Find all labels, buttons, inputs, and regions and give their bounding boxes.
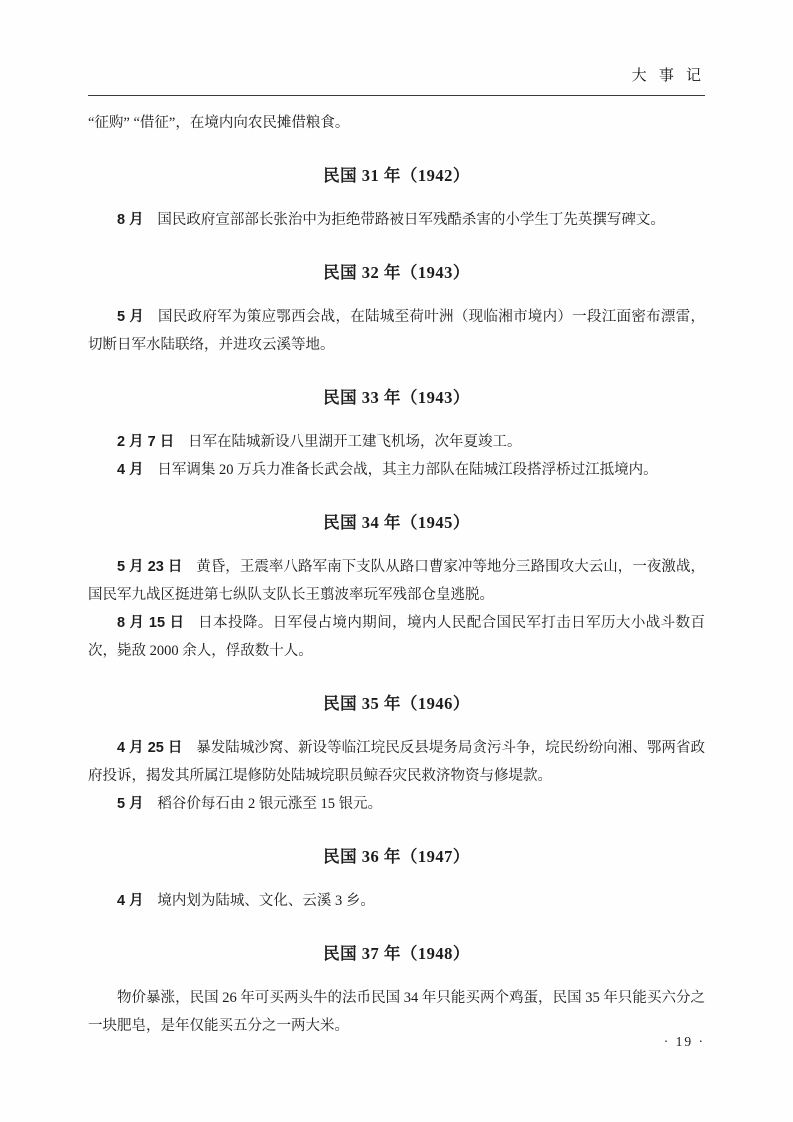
entry-text: 国民政府军为策应鄂西会战，在陆城至荷叶洲（现临湘市境内）一段江面密布漂雷，切断日军水陆联络，并进攻云溪等地。 xyxy=(88,309,706,353)
year-heading-1942: 民国 31 年（1942） xyxy=(323,166,470,185)
page-header xyxy=(88,66,705,96)
entry-paragraph xyxy=(88,609,705,665)
entry-date: 8 月 xyxy=(117,212,144,228)
entry-text: 日本投降。日军侵占境内期间，境内人民配合国民军打击日军历大小战斗数百次，毙敌 2000 余人，俘敌数十人。 xyxy=(88,615,706,659)
page-number: · 19 · xyxy=(663,1034,705,1049)
year-heading-1943b: 民国 33 年（1943） xyxy=(323,388,470,407)
entry-date: 5 月 xyxy=(117,309,145,325)
entry-paragraph xyxy=(88,303,705,359)
entry-text: 日军在陆城新设八里湖开工建飞机场，次年夏竣工。 xyxy=(187,434,522,450)
year-heading-1948: 民国 37 年（1948） xyxy=(323,944,470,963)
entry-date: 4 月 xyxy=(117,462,144,478)
entry-paragraph xyxy=(88,790,705,818)
entry-date: 5 月 xyxy=(117,796,144,812)
page-body xyxy=(88,96,705,1040)
entry-text: 暴发陆城沙窝、新设等临江垸民反县堤务局贪污斗争，垸民纷纷向湘、鄂两省政府投诉，揭发其所属江堤修防处陆城垸职员鲸吞灾民救济物资与修堤款。 xyxy=(88,740,705,784)
entry-paragraph xyxy=(88,428,705,456)
entry-text: 境内划为陆城、文化、云溪 3 乡。 xyxy=(157,893,375,909)
year-heading-1946: 民国 35 年（1946） xyxy=(323,694,470,713)
entry-text: 国民政府宣部部长张治中为拒绝带路被日军残酷杀害的小学生丁先英撰写碑文。 xyxy=(157,212,665,228)
entry-paragraph xyxy=(88,887,705,915)
entry-date: 4 月 25 日 xyxy=(117,740,183,756)
entry-paragraph xyxy=(88,206,705,234)
entry-text: 稻谷价每石由 2 银元涨至 15 银元。 xyxy=(157,796,383,812)
year-heading-1947: 民国 36 年（1947） xyxy=(323,847,470,866)
entry-date: 5 月 23 日 xyxy=(117,559,183,575)
entry-paragraph xyxy=(88,984,705,1040)
year-heading-1943a: 民国 32 年（1943） xyxy=(323,263,470,282)
entry-paragraph xyxy=(88,553,705,609)
entry-text: 黄昏，王震率八路军南下支队从路口曹家冲等地分三路围攻大云山，一夜激战，国民军九战区挺进第七纵队支队长王翦波率玩军残部仓皇逃脱。 xyxy=(88,559,705,603)
year-heading-1945: 民国 34 年（1945） xyxy=(323,513,470,532)
entry-paragraph xyxy=(88,734,705,790)
entry-text: 物价暴涨，民国 26 年可买两头牛的法币民国 34 年只能买两个鸡蛋，民国 35 年只能买六分之一块肥皂，是年仅能买五分之一两大米。 xyxy=(88,990,705,1034)
entry-text: 日军调集 20 万兵力准备长武会战，其主力部队在陆城江段搭浮桥过江抵境内。 xyxy=(157,462,658,478)
entry-date: 2 月 7 日 xyxy=(117,434,175,450)
opening-paragraph: “征购” “借征”，在境内向农民摊借粮食。 xyxy=(88,115,350,131)
running-head: 大 事 记 xyxy=(631,67,705,84)
entry-paragraph xyxy=(88,456,705,484)
entry-date: 4 月 xyxy=(117,893,144,909)
entry-date: 8 月 15 日 xyxy=(117,615,185,631)
